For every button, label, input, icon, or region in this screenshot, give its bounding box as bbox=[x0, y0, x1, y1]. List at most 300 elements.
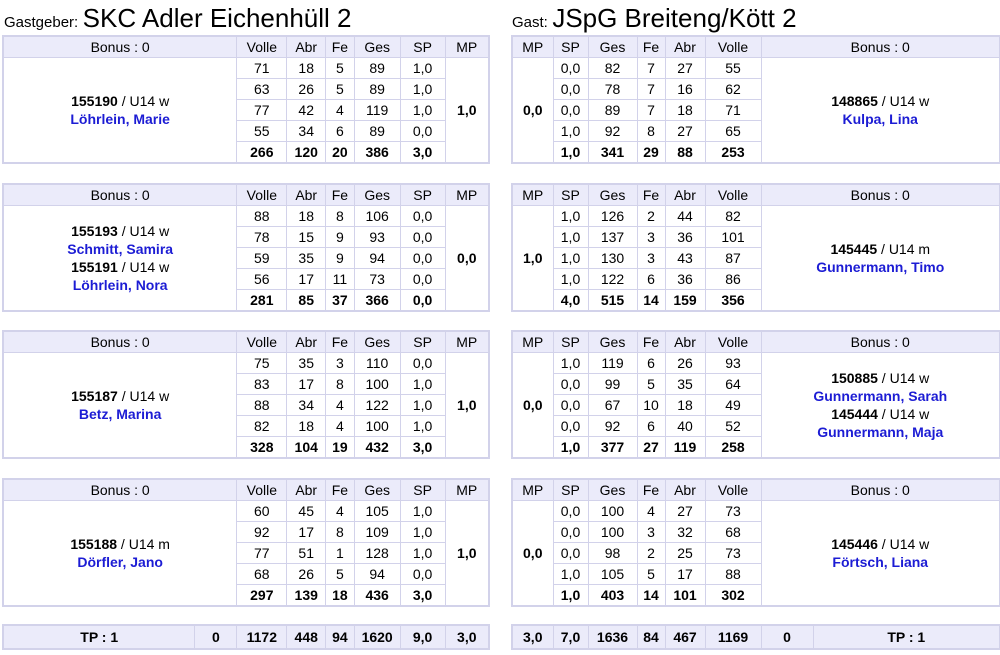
guest-total-bonus: 0 bbox=[761, 625, 813, 649]
player-class: / U14 w bbox=[877, 370, 930, 386]
col-header-fe: Fe bbox=[326, 184, 355, 206]
score-cell: 100 bbox=[354, 416, 400, 437]
score-cell: 34 bbox=[287, 121, 326, 142]
score-cell: 89 bbox=[588, 100, 637, 121]
score-cell: 1,0 bbox=[553, 269, 588, 290]
score-cell: 71 bbox=[237, 58, 287, 79]
score-cell: 128 bbox=[354, 543, 400, 564]
home-match-block bbox=[2, 35, 490, 164]
guest-mp-value: 0,0 bbox=[512, 353, 553, 459]
score-cell: 3 bbox=[326, 353, 355, 374]
table-row bbox=[3, 206, 489, 227]
home-match-block bbox=[2, 183, 490, 312]
score-cell: 44 bbox=[665, 206, 705, 227]
home-mp-value: 1,0 bbox=[445, 501, 489, 607]
score-cell: 67 bbox=[588, 395, 637, 416]
player-name[interactable]: Betz, Marina bbox=[78, 406, 162, 422]
player-entry bbox=[762, 369, 1000, 387]
score-cell: 7 bbox=[637, 100, 665, 121]
player-id: 155188 bbox=[70, 536, 118, 552]
col-header-mp: MP bbox=[512, 184, 553, 206]
score-cell: 1,0 bbox=[400, 374, 445, 395]
score-cell: 9 bbox=[326, 248, 355, 269]
score-cell: 109 bbox=[354, 522, 400, 543]
player-id: 155191 bbox=[71, 259, 118, 275]
player-id: 145446 bbox=[831, 536, 878, 552]
score-cell: 4 bbox=[326, 395, 355, 416]
bonus-label: Bonus : 0 bbox=[3, 479, 237, 501]
guest-match-block bbox=[511, 183, 1000, 312]
sum-cell: 356 bbox=[705, 290, 761, 312]
home-total-bonus: 0 bbox=[195, 625, 237, 649]
score-cell: 6 bbox=[637, 353, 665, 374]
guest-total-sp: 7,0 bbox=[553, 625, 588, 649]
score-cell: 63 bbox=[237, 79, 287, 100]
home-total-ges: 1620 bbox=[354, 625, 400, 649]
guest-match-block bbox=[511, 330, 1000, 459]
score-cell: 55 bbox=[705, 58, 761, 79]
score-cell: 7 bbox=[637, 79, 665, 100]
guest-total-ges: 1636 bbox=[588, 625, 637, 649]
col-header-volle: Volle bbox=[705, 36, 761, 58]
player-entry bbox=[762, 405, 1000, 423]
sum-cell: 253 bbox=[705, 142, 761, 164]
table-row bbox=[512, 501, 1000, 522]
col-header-sp: SP bbox=[400, 479, 445, 501]
score-cell: 1,0 bbox=[553, 121, 588, 142]
sum-cell: 18 bbox=[326, 585, 355, 607]
col-header-volle: Volle bbox=[237, 479, 287, 501]
sum-cell: 3,0 bbox=[400, 585, 445, 607]
sum-cell: 341 bbox=[588, 142, 637, 164]
score-cell: 98 bbox=[588, 543, 637, 564]
score-cell: 18 bbox=[665, 395, 705, 416]
score-cell: 0,0 bbox=[553, 501, 588, 522]
col-header-ges: Ges bbox=[354, 36, 400, 58]
score-cell: 4 bbox=[637, 501, 665, 522]
score-cell: 122 bbox=[354, 395, 400, 416]
score-cell: 64 bbox=[705, 374, 761, 395]
player-entry bbox=[4, 222, 236, 240]
home-player-cell bbox=[3, 353, 237, 459]
bonus-label: Bonus : 0 bbox=[3, 184, 237, 206]
score-cell: 92 bbox=[588, 416, 637, 437]
score-cell: 18 bbox=[665, 100, 705, 121]
sum-cell: 20 bbox=[326, 142, 355, 164]
player-name[interactable]: Löhrlein, Marie bbox=[70, 111, 170, 127]
score-cell: 8 bbox=[326, 206, 355, 227]
score-cell: 17 bbox=[287, 269, 326, 290]
score-cell: 1,0 bbox=[553, 227, 588, 248]
score-cell: 89 bbox=[354, 121, 400, 142]
player-name[interactable]: Schmitt, Samira bbox=[67, 241, 174, 257]
guest-total-volle: 1169 bbox=[705, 625, 761, 649]
col-header-mp: MP bbox=[512, 36, 553, 58]
table-row bbox=[3, 353, 489, 374]
sum-cell: 119 bbox=[665, 437, 705, 459]
score-cell: 126 bbox=[588, 206, 637, 227]
score-cell: 16 bbox=[665, 79, 705, 100]
score-cell: 100 bbox=[588, 501, 637, 522]
player-class: / U14 w bbox=[877, 93, 930, 109]
score-cell: 77 bbox=[237, 543, 287, 564]
table-row bbox=[3, 501, 489, 522]
score-cell: 88 bbox=[237, 206, 287, 227]
sum-cell: 14 bbox=[637, 585, 665, 607]
sum-cell: 1,0 bbox=[553, 437, 588, 459]
bonus-label: Bonus : 0 bbox=[761, 331, 1000, 353]
score-cell: 94 bbox=[354, 248, 400, 269]
player-name[interactable]: Förtsch, Liana bbox=[832, 554, 929, 570]
home-totals-row bbox=[2, 624, 490, 650]
sum-cell: 3,0 bbox=[400, 437, 445, 459]
col-header-abr: Abr bbox=[665, 184, 705, 206]
score-cell: 87 bbox=[705, 248, 761, 269]
score-cell: 55 bbox=[237, 121, 287, 142]
bonus-label: Bonus : 0 bbox=[761, 479, 1000, 501]
score-cell: 27 bbox=[665, 501, 705, 522]
score-cell: 5 bbox=[637, 374, 665, 395]
score-cell: 17 bbox=[287, 374, 326, 395]
score-cell: 9 bbox=[326, 227, 355, 248]
home-total-sp: 9,0 bbox=[400, 625, 445, 649]
home-total-fe: 94 bbox=[326, 625, 355, 649]
home-player-cell bbox=[3, 206, 237, 312]
player-class: / U14 m bbox=[877, 241, 931, 257]
score-cell: 94 bbox=[354, 564, 400, 585]
sum-cell: 14 bbox=[637, 290, 665, 312]
score-cell: 75 bbox=[237, 353, 287, 374]
col-header-abr: Abr bbox=[287, 184, 326, 206]
guest-total-tp: TP : 1 bbox=[813, 625, 1000, 649]
guest-player-cell bbox=[761, 206, 1000, 312]
score-cell: 17 bbox=[287, 522, 326, 543]
score-cell: 88 bbox=[237, 395, 287, 416]
bonus-label: Bonus : 0 bbox=[3, 331, 237, 353]
home-total-volle: 1172 bbox=[237, 625, 287, 649]
col-header-mp: MP bbox=[445, 36, 489, 58]
score-cell: 73 bbox=[705, 501, 761, 522]
player-id: 145444 bbox=[831, 406, 878, 422]
score-cell: 3 bbox=[637, 248, 665, 269]
col-header-ges: Ges bbox=[588, 36, 637, 58]
sum-cell: 297 bbox=[237, 585, 287, 607]
score-cell: 105 bbox=[588, 564, 637, 585]
sum-cell: 281 bbox=[237, 290, 287, 312]
score-cell: 68 bbox=[237, 564, 287, 585]
score-cell: 1 bbox=[326, 543, 355, 564]
sum-cell: 377 bbox=[588, 437, 637, 459]
guest-mp-value: 0,0 bbox=[512, 501, 553, 607]
sum-cell: 29 bbox=[637, 142, 665, 164]
score-cell: 25 bbox=[665, 543, 705, 564]
score-cell: 8 bbox=[326, 374, 355, 395]
score-cell: 34 bbox=[287, 395, 326, 416]
score-cell: 71 bbox=[705, 100, 761, 121]
score-cell: 100 bbox=[588, 522, 637, 543]
guest-total-fe: 84 bbox=[637, 625, 665, 649]
score-cell: 82 bbox=[705, 206, 761, 227]
score-cell: 86 bbox=[705, 269, 761, 290]
col-header-abr: Abr bbox=[287, 331, 326, 353]
sum-cell: 101 bbox=[665, 585, 705, 607]
score-cell: 17 bbox=[665, 564, 705, 585]
score-cell: 52 bbox=[705, 416, 761, 437]
col-header-fe: Fe bbox=[326, 331, 355, 353]
score-cell: 4 bbox=[326, 416, 355, 437]
home-mp-value: 1,0 bbox=[445, 353, 489, 459]
score-cell: 106 bbox=[354, 206, 400, 227]
score-cell: 92 bbox=[237, 522, 287, 543]
player-name[interactable]: Gunnermann, Sarah bbox=[813, 388, 948, 404]
sum-cell: 120 bbox=[287, 142, 326, 164]
score-cell: 18 bbox=[287, 416, 326, 437]
guest-totals-row bbox=[511, 624, 1000, 650]
col-header-mp: MP bbox=[512, 331, 553, 353]
score-cell: 92 bbox=[588, 121, 637, 142]
score-cell: 1,0 bbox=[400, 543, 445, 564]
col-header-abr: Abr bbox=[287, 479, 326, 501]
score-cell: 2 bbox=[637, 206, 665, 227]
home-team-header bbox=[4, 3, 352, 33]
col-header-sp: SP bbox=[553, 184, 588, 206]
score-cell: 26 bbox=[287, 79, 326, 100]
score-cell: 35 bbox=[287, 353, 326, 374]
score-cell: 1,0 bbox=[400, 79, 445, 100]
score-cell: 93 bbox=[705, 353, 761, 374]
score-cell: 45 bbox=[287, 501, 326, 522]
sum-cell: 3,0 bbox=[400, 142, 445, 164]
col-header-volle: Volle bbox=[705, 331, 761, 353]
score-cell: 5 bbox=[326, 79, 355, 100]
sum-cell: 4,0 bbox=[553, 290, 588, 312]
col-header-ges: Ges bbox=[588, 479, 637, 501]
score-cell: 0,0 bbox=[400, 206, 445, 227]
score-cell: 83 bbox=[237, 374, 287, 395]
sum-cell: 85 bbox=[287, 290, 326, 312]
col-header-abr: Abr bbox=[665, 331, 705, 353]
score-cell: 101 bbox=[705, 227, 761, 248]
score-cell: 15 bbox=[287, 227, 326, 248]
score-cell: 1,0 bbox=[400, 501, 445, 522]
home-total-tp: TP : 1 bbox=[3, 625, 195, 649]
player-entry bbox=[762, 92, 1000, 110]
score-cell: 100 bbox=[354, 374, 400, 395]
col-header-mp: MP bbox=[512, 479, 553, 501]
sum-cell: 104 bbox=[287, 437, 326, 459]
sum-cell: 403 bbox=[588, 585, 637, 607]
score-cell: 1,0 bbox=[400, 416, 445, 437]
score-cell: 93 bbox=[354, 227, 400, 248]
col-header-mp: MP bbox=[445, 184, 489, 206]
bonus-label: Bonus : 0 bbox=[3, 36, 237, 58]
player-name[interactable]: Dörfler, Jano bbox=[77, 554, 163, 570]
score-cell: 1,0 bbox=[553, 353, 588, 374]
score-cell: 0,0 bbox=[553, 374, 588, 395]
score-cell: 99 bbox=[588, 374, 637, 395]
guest-match-block bbox=[511, 478, 1000, 607]
home-team-name: SKC Adler Eichenhüll 2 bbox=[82, 3, 352, 33]
guest-player-cell bbox=[761, 58, 1000, 164]
score-cell: 51 bbox=[287, 543, 326, 564]
player-class: / U14 w bbox=[117, 93, 170, 109]
col-header-ges: Ges bbox=[588, 184, 637, 206]
col-header-fe: Fe bbox=[326, 479, 355, 501]
col-header-sp: SP bbox=[553, 36, 588, 58]
score-cell: 1,0 bbox=[553, 206, 588, 227]
score-cell: 62 bbox=[705, 79, 761, 100]
score-cell: 89 bbox=[354, 58, 400, 79]
guest-match-block bbox=[511, 35, 1000, 164]
score-cell: 26 bbox=[665, 353, 705, 374]
score-cell: 0,0 bbox=[553, 522, 588, 543]
score-cell: 78 bbox=[237, 227, 287, 248]
sum-cell: 1,0 bbox=[553, 142, 588, 164]
sum-cell: 436 bbox=[354, 585, 400, 607]
score-cell: 0,0 bbox=[400, 353, 445, 374]
guest-total-mp: 3,0 bbox=[512, 625, 553, 649]
score-cell: 105 bbox=[354, 501, 400, 522]
col-header-fe: Fe bbox=[637, 479, 665, 501]
score-cell: 0,0 bbox=[553, 58, 588, 79]
player-id: 155187 bbox=[71, 388, 118, 404]
score-cell: 59 bbox=[237, 248, 287, 269]
player-name[interactable]: Gunnermann, Timo bbox=[816, 259, 945, 275]
score-cell: 27 bbox=[665, 121, 705, 142]
player-class: / U14 w bbox=[117, 388, 170, 404]
col-header-volle: Volle bbox=[705, 479, 761, 501]
score-cell: 36 bbox=[665, 227, 705, 248]
score-cell: 1,0 bbox=[553, 248, 588, 269]
player-entry bbox=[4, 535, 236, 553]
col-header-sp: SP bbox=[400, 36, 445, 58]
sum-cell: 37 bbox=[326, 290, 355, 312]
score-cell: 88 bbox=[705, 564, 761, 585]
player-name[interactable]: Kulpa, Lina bbox=[842, 111, 918, 127]
score-cell: 2 bbox=[637, 543, 665, 564]
score-cell: 6 bbox=[637, 269, 665, 290]
guest-player-cell bbox=[761, 353, 1000, 459]
score-cell: 8 bbox=[637, 121, 665, 142]
score-cell: 18 bbox=[287, 58, 326, 79]
score-cell: 5 bbox=[326, 58, 355, 79]
score-cell: 40 bbox=[665, 416, 705, 437]
col-header-fe: Fe bbox=[326, 36, 355, 58]
guest-team-name: JSpG Breiteng/Kött 2 bbox=[552, 3, 797, 33]
score-cell: 82 bbox=[588, 58, 637, 79]
sum-cell: 386 bbox=[354, 142, 400, 164]
score-cell: 49 bbox=[705, 395, 761, 416]
sum-cell: 1,0 bbox=[553, 585, 588, 607]
score-cell: 110 bbox=[354, 353, 400, 374]
col-header-sp: SP bbox=[553, 331, 588, 353]
table-row bbox=[512, 58, 1000, 79]
col-header-volle: Volle bbox=[237, 331, 287, 353]
sum-cell: 366 bbox=[354, 290, 400, 312]
score-cell: 8 bbox=[326, 522, 355, 543]
score-cell: 1,0 bbox=[553, 564, 588, 585]
score-cell: 35 bbox=[665, 374, 705, 395]
score-cell: 5 bbox=[637, 564, 665, 585]
player-id: 145445 bbox=[830, 241, 878, 257]
score-cell: 18 bbox=[287, 206, 326, 227]
player-id: 155193 bbox=[71, 223, 118, 239]
score-cell: 6 bbox=[637, 416, 665, 437]
home-mp-value: 1,0 bbox=[445, 58, 489, 164]
player-entry bbox=[4, 387, 236, 405]
sum-cell: 302 bbox=[705, 585, 761, 607]
score-cell: 130 bbox=[588, 248, 637, 269]
player-class: / U14 w bbox=[877, 536, 930, 552]
score-cell: 73 bbox=[705, 543, 761, 564]
player-entry bbox=[4, 258, 236, 276]
col-header-abr: Abr bbox=[665, 479, 705, 501]
sum-cell: 328 bbox=[237, 437, 287, 459]
score-cell: 0,0 bbox=[553, 79, 588, 100]
player-name[interactable]: Gunnermann, Maja bbox=[817, 424, 944, 440]
player-entry bbox=[762, 535, 1000, 553]
col-header-mp: MP bbox=[445, 479, 489, 501]
sum-cell: 0,0 bbox=[400, 290, 445, 312]
score-cell: 1,0 bbox=[400, 522, 445, 543]
sum-cell: 19 bbox=[326, 437, 355, 459]
player-id: 155190 bbox=[71, 93, 118, 109]
score-cell: 119 bbox=[588, 353, 637, 374]
player-id: 150885 bbox=[831, 370, 878, 386]
table-row bbox=[512, 353, 1000, 374]
col-header-abr: Abr bbox=[287, 36, 326, 58]
sum-cell: 88 bbox=[665, 142, 705, 164]
score-cell: 77 bbox=[237, 100, 287, 121]
col-header-volle: Volle bbox=[237, 184, 287, 206]
player-entry bbox=[4, 92, 236, 110]
home-total-mp: 3,0 bbox=[445, 625, 489, 649]
score-cell: 3 bbox=[637, 227, 665, 248]
col-header-sp: SP bbox=[553, 479, 588, 501]
score-cell: 26 bbox=[287, 564, 326, 585]
score-cell: 73 bbox=[354, 269, 400, 290]
sum-cell: 515 bbox=[588, 290, 637, 312]
home-player-cell bbox=[3, 58, 237, 164]
score-cell: 42 bbox=[287, 100, 326, 121]
table-row bbox=[3, 58, 489, 79]
score-cell: 0,0 bbox=[400, 564, 445, 585]
score-cell: 36 bbox=[665, 269, 705, 290]
col-header-volle: Volle bbox=[705, 184, 761, 206]
player-id: 148865 bbox=[831, 93, 878, 109]
score-cell: 122 bbox=[588, 269, 637, 290]
score-cell: 82 bbox=[237, 416, 287, 437]
score-cell: 0,0 bbox=[553, 543, 588, 564]
score-cell: 137 bbox=[588, 227, 637, 248]
score-cell: 43 bbox=[665, 248, 705, 269]
player-name[interactable]: Löhrlein, Nora bbox=[72, 277, 168, 293]
guest-label: Gast: bbox=[512, 14, 548, 31]
col-header-fe: Fe bbox=[637, 36, 665, 58]
guest-mp-value: 0,0 bbox=[512, 58, 553, 164]
home-total-abr: 448 bbox=[287, 625, 326, 649]
col-header-sp: SP bbox=[400, 184, 445, 206]
player-entry bbox=[762, 240, 1000, 258]
col-header-ges: Ges bbox=[354, 331, 400, 353]
col-header-fe: Fe bbox=[637, 184, 665, 206]
sum-cell: 266 bbox=[237, 142, 287, 164]
player-class: / U14 w bbox=[117, 259, 170, 275]
score-cell: 7 bbox=[637, 58, 665, 79]
guest-mp-value: 1,0 bbox=[512, 206, 553, 312]
sum-cell: 139 bbox=[287, 585, 326, 607]
guest-total-abr: 467 bbox=[665, 625, 705, 649]
